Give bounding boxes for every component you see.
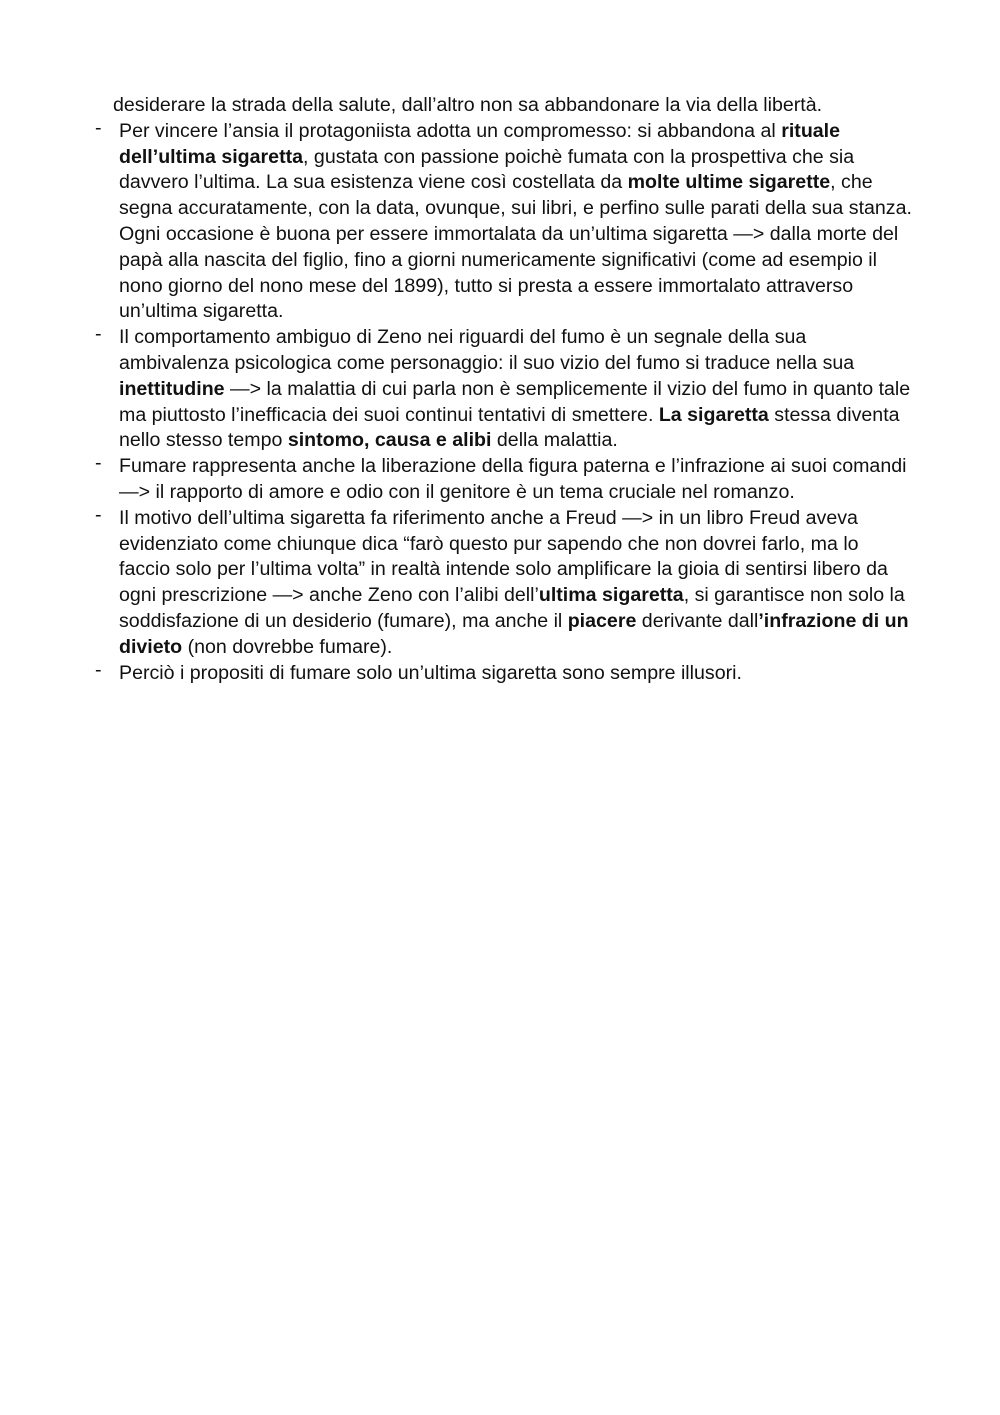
bold-text: inettitudine bbox=[119, 377, 225, 400]
bold-text: La sigaretta bbox=[658, 403, 769, 426]
bold-text: sintomo, causa e alibi bbox=[287, 429, 492, 452]
bold-text: rituale dell’ultima sigaretta bbox=[119, 119, 841, 168]
bullet-dash: - bbox=[95, 323, 102, 346]
text-segment: , gustata con passione poichè fumata con la prospettiva che sia davvero l’ultima. La sua esistenza viene così costellata da bbox=[119, 145, 855, 194]
lead-paragraph: desiderare la strada della salute, dall’altro non sa abbandonare la via della libertà. bbox=[113, 94, 823, 116]
bold-text: ultima sigaretta bbox=[538, 584, 684, 607]
list-item bbox=[88, 658, 913, 687]
bullet-dash: - bbox=[95, 658, 102, 681]
text-segment: Perciò i propositi di fumare solo un’ultima sigaretta sono sempre illusori. bbox=[119, 661, 742, 684]
bullet-dash: - bbox=[95, 452, 102, 475]
text-segment: —> la malattia di cui parla non è semplicemente il vizio del fumo in quanto tale ma piuttosto l’inefficacia dei suoi continui tentativi di smettere. bbox=[119, 377, 911, 426]
text-segment: stessa diventa nello stesso tempo bbox=[119, 403, 900, 452]
text-segment: della malattia. bbox=[491, 429, 618, 452]
bullet-dash: - bbox=[95, 503, 102, 526]
text-segment: , si garantisce non solo la soddisfazione di un desiderio (fumare), ma anche il bbox=[119, 584, 905, 632]
bullet-list bbox=[88, 116, 913, 687]
bold-text: piacere bbox=[567, 609, 637, 632]
list-item bbox=[88, 503, 913, 661]
text-segment: Fumare rappresenta anche la liberazione della figura paterna e l’infrazione ai suoi comandi —> il rapporto di amore e odio con il genitore è un tema cruciale nel romanzo. bbox=[119, 455, 907, 503]
bold-text: molte ultime sigarette bbox=[627, 171, 831, 194]
bold-text: ’infrazione di un divieto bbox=[119, 609, 909, 658]
document-body bbox=[88, 93, 913, 686]
list-item bbox=[88, 325, 913, 454]
list-item bbox=[88, 454, 913, 506]
text-segment: Il comportamento ambiguo di Zeno nei riguardi del fumo è un segnale della sua ambivalenza psicologica come personaggio: il suo vizio del fumo si traduce nella sua bbox=[119, 326, 855, 374]
bullet-dash: - bbox=[95, 116, 102, 139]
text-segment: , che segna accuratamente, con la data, ovunque, sui libri, e perfino sulle parati della sua stanza. Ogni occasione è buona per essere immortalata da un’ultima sigaretta —> dalla morte del papà alla nascita del figlio, fino a giorni numericamente significativi (come ad esempio il nono giorno del nono mese del 1899), tutto si presta a essere immortalato attraverso un’ultima sigaretta. bbox=[119, 171, 912, 323]
list-item bbox=[88, 116, 913, 325]
text-segment: derivante dall bbox=[636, 609, 759, 632]
text-segment: Il motivo dell’ultima sigaretta fa riferimento anche a Freud —> in un libro Freud aveva evidenziato come chiunque dica “farò questo pur sapendo che non dovrei farlo, ma lo faccio solo per l’ultima volta” in realtà intende solo amplificare la gioia di sentirsi libero da ogni prescrizione —> anche Zeno con l’alibi dell’ bbox=[119, 506, 888, 607]
text-segment: Per vincere l’ansia il protagoniista adotta un compromesso: si abbandona al bbox=[119, 119, 782, 142]
text-segment: (non dovrebbe fumare). bbox=[182, 635, 393, 658]
